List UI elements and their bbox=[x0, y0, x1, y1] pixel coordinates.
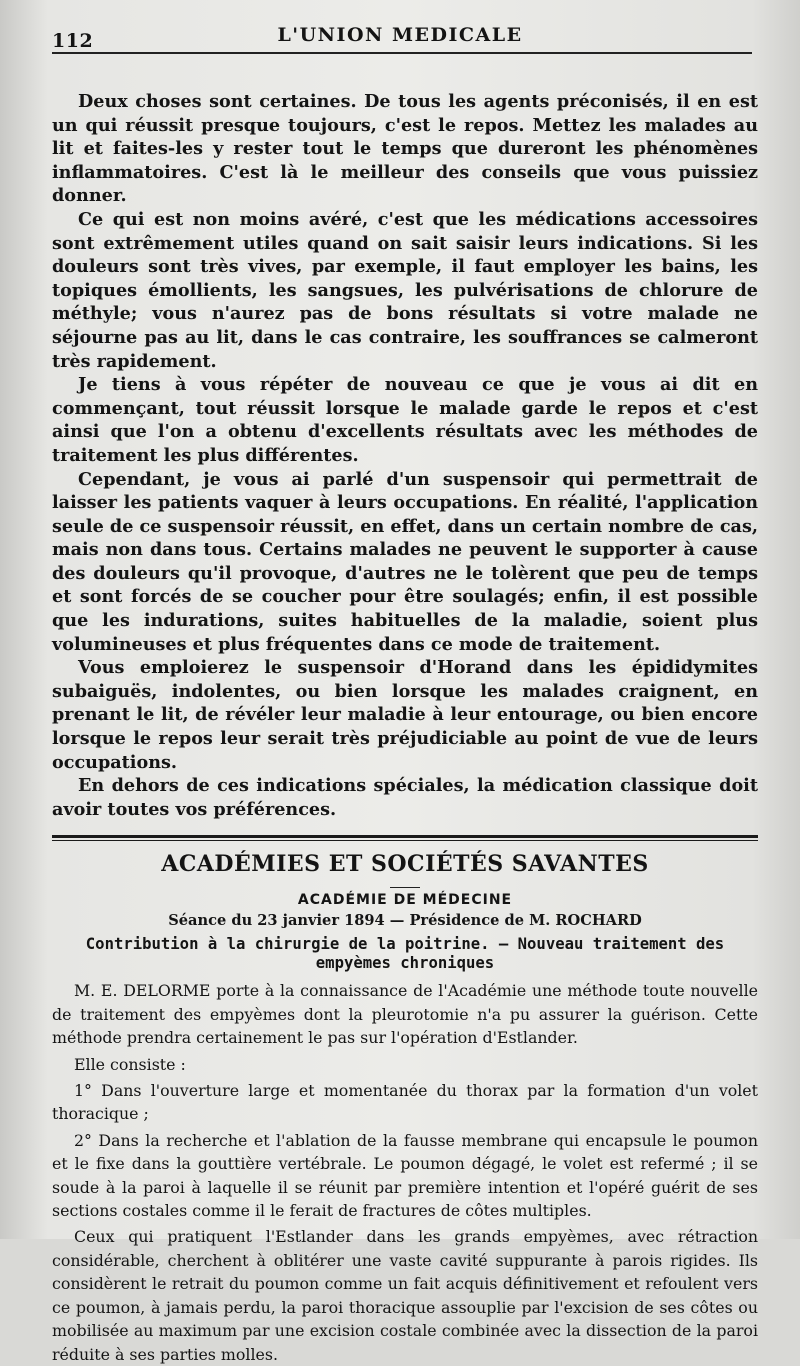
small-rule bbox=[390, 887, 420, 888]
paragraph: Ce qui est non moins avéré, c'est que les médications accessoires sont extrêmement utiles quand on sait saisir leurs indications. Si les douleurs sont très vives, par exemple, il faut employer les bains, les topiques émollients, les sangsues, les pulvérisations de chlorure de méthyle; vous n'aurez pas de bons résultats si votre malade ne séjourne pas au lit, dans le cas contraire, les souffrances se calmeront très rapidement. bbox=[52, 208, 758, 372]
running-title: L'UNION MEDICALE bbox=[277, 24, 523, 46]
paragraph: En dehors de ces indications spéciales, la médication classique doit avoir toutes vos préférences. bbox=[52, 775, 758, 820]
list-item: 2° Dans la recherche et l'ablation de la fausse membrane qui encapsule le poumon et le fixe dans la gouttière vertébrale. Le poumon dégagé, le volet est refermé ; il se soude à la paroi à laquelle il se réunit par première intention et l'opéré guérit de ses sections costales comme il le ferait de fractures de côtes multiples. bbox=[52, 1130, 758, 1221]
paragraph: M. E. DELORME porte à la connaissance de l'Académie une méthode toute nouvelle de traitement des empyèmes dont la pleurotomie n'a pu assurer la guérison. Cette méthode prendra certainement le pas sur l'opération d'Estlander. bbox=[52, 981, 758, 1048]
paragraph: Deux choses sont certaines. De tous les agents préconisés, il en est un qui réussit presque toujours, c'est le repos. Mettez les malades au lit et faites-les y rester tout le temps que dureront les phénomènes inflammatoires. C'est là le meilleur des conseils que vous puissiez donner. bbox=[52, 91, 758, 207]
paragraph: Vous emploierez le suspensoir d'Horand dans les épididymites subaiguës, indolentes, ou bien lorsque les malades craignent, en prenant le lit, de révéler leur maladie à leur entourage, ou bien encore lorsque le repos leur serait très préjudiciable au point de vue de leurs occupations. bbox=[52, 657, 758, 773]
lecture-text bbox=[52, 90, 758, 821]
list-item: 1° Dans l'ouverture large et momentanée du thorax par la formation d'un volet thoracique ; bbox=[52, 1081, 758, 1124]
section-title: ACADÉMIES ET SOCIÉTÉS SAVANTES bbox=[161, 851, 649, 878]
page-number: 112 bbox=[52, 30, 94, 52]
session-line: Séance du 23 janvier 1894 — Présidence de M. ROCHARD bbox=[168, 912, 642, 930]
paragraph: Cependant, je vous ai parlé d'un suspensoir qui permettrait de laisser les patients vaquer à leurs occupations. En réalité, l'application seule de ce suspensoir réussit, en effet, dans un certain nombre de cas, mais non dans tous. Certains malades ne peuvent le supporter à cause des douleurs qu'il provoque, d'autres ne le tolèrent que peu de temps et sont forcés de se coucher pour être soulagés; enfin, il est possible que les indurations, suites habituelles de la maladie, soient plus volumineuses et plus fréquentes dans ce mode de traitement. bbox=[52, 468, 758, 655]
paragraph: Elle consiste : bbox=[74, 1054, 186, 1074]
paragraph: Je tiens à vous répéter de nouveau ce que je vous ai dit en commençant, tout réussit lorsque le malade garde le repos et c'est ainsi que l'on a obtenu d'excellents résultats avec les méthodes de traitement les plus différentes. bbox=[52, 374, 758, 466]
paragraph: Ceux qui pratiquent l'Estlander dans les grands empyèmes, avec rétraction considérable, cherchent à oblitérer une vaste cavité suppurante à parois rigides. Ils considèrent le retrait du poumon comme un fait acquis définitivement et refoulent vers ce poumon, à jamais perdu, la paroi thoracique assouplie par l'excision de ses côtes ou mobilisée au maximum par une excision costale combinée avec la dissection de la paroi réduite à ses parties molles. bbox=[52, 1227, 758, 1364]
contribution-title: Contribution à la chirurgie de la poitrine. — Nouveau traitement des empyèmes chroniques bbox=[85, 935, 725, 973]
academy-heading: ACADÉMIE DE MÉDECINE bbox=[297, 892, 513, 909]
article-text bbox=[52, 979, 758, 1366]
section-separator bbox=[52, 835, 758, 841]
